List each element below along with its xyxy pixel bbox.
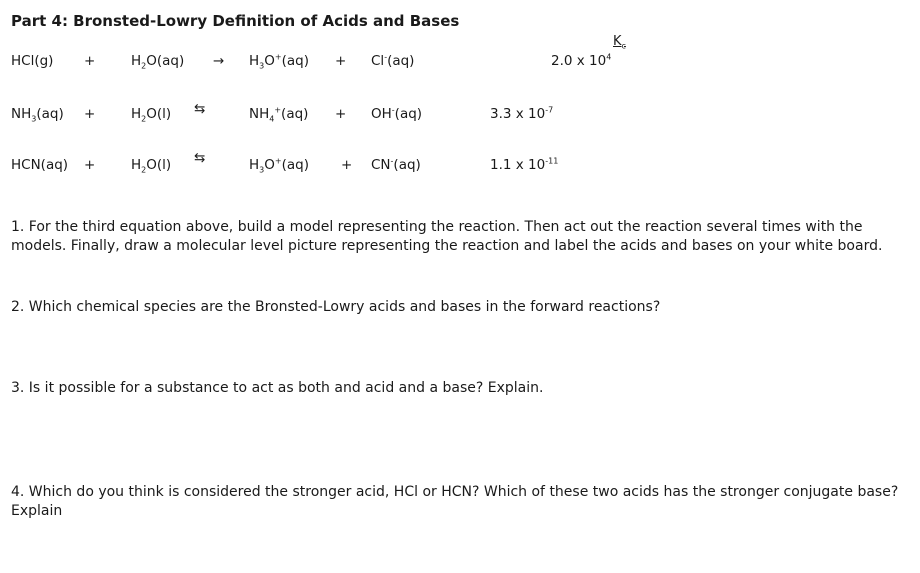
product-hydroxide: OH-(aq) (371, 105, 423, 122)
equilibrium-arrow-icon: ⇆ (194, 101, 205, 117)
reactant-water: $H_2O(l)$ (131, 106, 172, 124)
question-2: 2. Which chemical species are the Bronsted-Lowry acids and bases in the forward reactions? (11, 299, 661, 315)
page-title: Part 4: Bronsted-Lowry Definition of Acids and Bases (11, 12, 460, 30)
plus-sign: + (341, 157, 353, 173)
kc-value: 2.0 x $10^4$ (551, 52, 612, 69)
kc-subscript: c (621, 41, 626, 51)
reactant-hcn: HCN(aq) (11, 157, 69, 173)
product-ammonium: $NH_4^+(aq)$ (249, 105, 309, 124)
reaction-arrow: → (213, 53, 225, 69)
reaction-row-2 (0, 101, 920, 126)
product-chloride: Cl-(aq) (371, 52, 415, 69)
reactant-ammonia: $NH_3(aq)$ (11, 106, 64, 124)
plus-sign: + (84, 53, 96, 69)
kc-symbol: K (613, 34, 622, 49)
reactant-water: $H_2O(aq)$ (131, 53, 185, 71)
product-hydronium: $H_3O^+(aq)$ (249, 156, 309, 175)
reaction-row-1 (0, 53, 920, 73)
product-cyanide: CN-(aq) (371, 156, 421, 173)
equilibrium-arrow-icon: ⇆ (194, 150, 205, 166)
reactant-hcl: HCl(g) (11, 53, 54, 69)
kc-value: 1.1 x $10^{-11}$ (490, 156, 559, 173)
plus-sign: + (335, 53, 347, 69)
question-4: 4. Which do you think is considered the stronger acid, HCl or HCN? Which of these two acids has the stronger conjugate base? Explain (11, 484, 899, 519)
kc-value: 3.3 x $10^{-7}$ (490, 105, 554, 122)
product-hydronium: $H_3O^+(aq)$ (249, 52, 309, 71)
plus-sign: + (84, 157, 96, 173)
question-1: 1. For the third equation above, build a model representing the reaction. Then act out the reaction several times with the models. Finally, draw a molecular level picture representing the reaction and label the acids and bases on your white board. (11, 219, 883, 254)
plus-sign: + (84, 106, 96, 122)
reactant-water: $H_2O(l)$ (131, 157, 172, 175)
plus-sign: + (335, 106, 347, 122)
question-3: 3. Is it possible for a substance to act as both and acid and a base? Explain. (11, 380, 544, 396)
reaction-row-3 (0, 150, 920, 177)
kc-column-header (613, 34, 626, 49)
